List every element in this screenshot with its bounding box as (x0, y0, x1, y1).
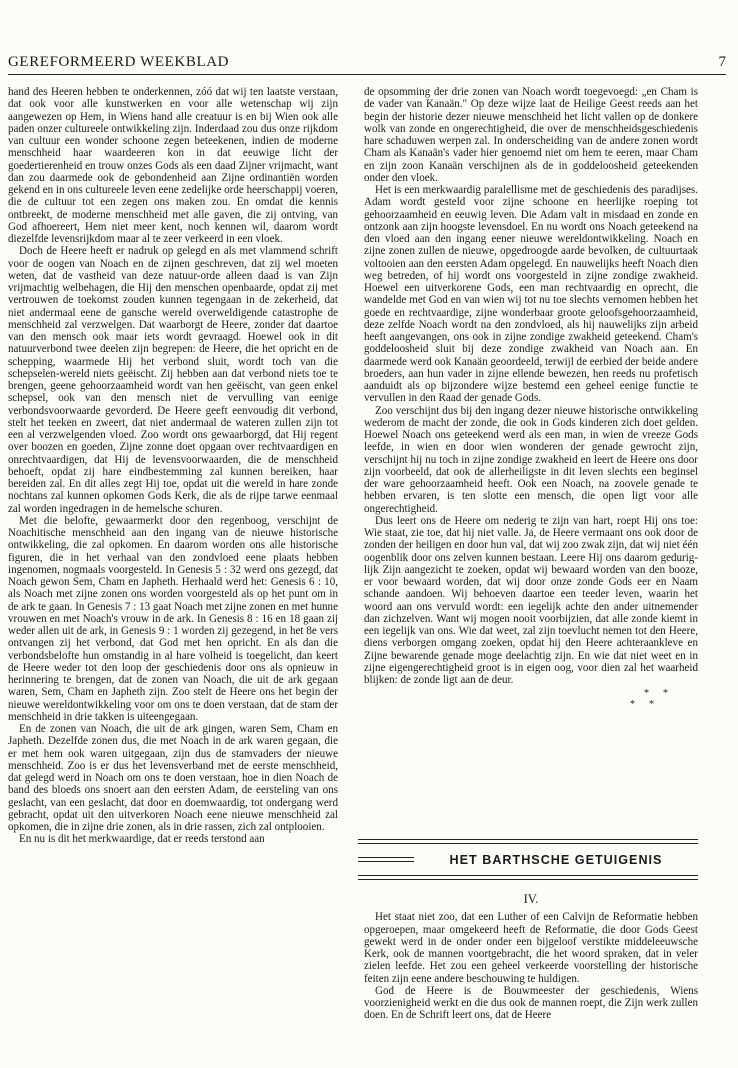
running-head (8, 52, 726, 75)
left-column (8, 86, 338, 1056)
section-heading-block (358, 839, 698, 883)
section-body (364, 893, 698, 1058)
paragraph: En de zonen van Noach, die uit de ark gingen, waren Sem, Cham en Japheth. Dezelfde zonen dus, die met Noach in de ark waren gegaan, die er met hem ook waren uitgegaan, zijn dus de stamvaders der nieuwe menschheid. Zoo is er dus het levensverband met de eerste menschheid, dat gelegd werd in Noach om ons te doen verstaan, hoe in dien Noach de band des bloeds ons snoert aan den eersten Adam, de eersteling van ons geslacht, van een geslacht, dat door en doemwaardig, tot ondergang werd gebracht, opdat uit den uitverkoren Noach eene nieuwe menschheid zal opkomen, die in zijne drie zonen, als in drie rassen, zich zal ontplooien. (8, 723, 338, 833)
heading-ornament-rule (358, 857, 414, 862)
paragraph: Dus leert ons de Heere om nederig te zijn van hart, roept Hij ons toe: Wie staat, zie toe, dat hij niet valle. Ja, de Heere vermaant ons ook door de zonden der heiligen en door hun val, dat wij zoo zwak zijn, dat wij niet één oogenblik door ons zelven kunnen bestaan. Leere Hij ons daarom gedurig-lijk Zijn aangezicht te zoeken, opdat wij bewaard worden van den booze, er voor bewaard worden, dat wij door onze zonde Gods eer en Naam schande aandoen. Wij behoeven daartoe een teeder leven, waarin het woord aan ons vervuld wordt: een iegelijk achte den ander uitnemender dan zichzelven. Want wij mogen nooit voorbijzien, dat alle zonde kiemt in een iegelijk van ons. Wie dat weet, zal zijn toevlucht nemen tot den Heere, diens verborgen omgang zoeken, opdat hij den Heere achteraankleve en Zijne bewarende genade moge deelachtig zijn. En wie dat niet weet en in zijne eigengerechtigheid groot is in eigen oog, voor dien zal het waarheid blijken: de zonde ligt aan de deur. (364, 514, 698, 686)
paragraph: hand des Heeren hebben te onderkennen, zóó dat wij ten laatste verstaan, dat ook voor alle kunstwerken en voor alle wetenschap wij zijn aangewezen op Hem, in Wiens hand alle creatuur is en bij Wien ook alle paden onzer cultureele ontwikkeling zijn. Inderdaad zou dus onze rijkdom van cultuur een wonder schoone zegen beteekenen, indien de moderne menschheid haar waardeeren kon in dat eeuwige licht der goedertierenheid en trouw onzes Gods als een daad Zijner vrijmacht, want dan zou daarmede ook de gebondenheid aan Zijne ordinantiën worden gekend en in ons cultureele leven eene zedelijke orde heerschappij voeren, die de cultuur tot een zegen ons maken zou. En omdat die kennis ontbreekt, de moderne menschheid met alle gaven, die zij ontving, van God afhoereert, Hem niet meer kent, noch kennen wil, daarom wordt diezelfde levensrijkdom maar al te zeer verkeerd in een vloek. (8, 86, 338, 245)
star-row (364, 699, 682, 710)
paragraph: de opsomming der drie zonen van Noach wordt toegevoegd: „en Cham is de vader van Kanaän." Op deze wijze laat de Heilige Geest reeds aan het begin der historie dezer nieuwe menschheid het licht vallen op de donkere wolk van zonde en ongerechtigheid, die over de menschheidsgeschiedenis hare schaduwen werpen zal. In onderscheiding van de andere zonen wordt Cham als Kanaän's vader hier genoemd niet om hem te eeren, maar Cham en zijn zoon Kanaän verschijnen als de in goddeloosheid geteekenden onder den vloek. (364, 86, 698, 184)
section-heading: HET BARTHSCHE GETUIGENIS (449, 853, 663, 867)
star: * (630, 699, 649, 711)
star: * (663, 688, 682, 700)
heading-rule-top-double (358, 843, 698, 844)
paragraph: God de Heere is de Bouwmeester der geschiedenis, Wiens voorzienigheid werkt en die dus ook de mannen roept, die Zijn werk zullen doen. En de Schrift leert ons, dat de Heere (364, 984, 698, 1022)
star: * (649, 699, 668, 711)
right-column (364, 86, 698, 816)
scan-top-margin (0, 0, 738, 40)
heading-rule-bottom (358, 875, 698, 876)
paragraph: Het is een merkwaardig paralellisme met de geschiedenis des paradijses. Adam wordt gesteld voor zijne schoone en heerlijke roeping tot gehoorzaamheid en eeuwig leven. Die Adam valt in misdaad en zonde en ontzonk aan zijn hoogste levensdoel. En nu wordt ons Noach geteekend na den vloed aan den ingang eener nieuwe wereldontwikkeling. Noach en zijne zonen zullen de nieuwe, opgedroogde aarde bevolken, de cultuurtaak voltooien aan den eersten Adam opgelegd. En nauwelijks heeft Noach dien weg betreden, of hij wordt ons voorgesteld in zijne zondige zwakheid. Hoewel een uitverkorene Gods, een man rechtvaardig en oprecht, die wandelde met God en van wien wij tot nu toe slechts vernomen hebben het goede en rechtvaardige, zijne wonderbaar groote geloofsgehoorzaamheid, deze zelfde Noach wordt na den zondvloed, als hij nauwelijks zijn arbeid heeft aangevangen, ons ook in zijne zondige zwakheid geteekend. Cham's goddeloosheid sluit bij deze zondige zwakheid van Noach aan. En daarmede werd ook Kanaän geoordeeld, terwijl de eerbied der beide andere broeders, aan hun vader in zijne ellende bewezen, hen reeds nu profetisch aanduidt als op bijzondere wijze bestemd een geheel eenige functie te vervullen in den Raad der genade Gods. (364, 184, 698, 405)
star: * (644, 688, 663, 700)
heading-rule-bottom-double (358, 879, 698, 880)
paragraph: Zoo verschijnt dus bij den ingang dezer nieuwe historische ontwikkeling wederom de macht der zonde, die ook in Gods kinderen zich doet gelden. Hoewel Noach ons geteekend werd als een man, in wien de vreeze Gods leefde, in wien en door wien wonderen der genade gewrocht zijn, verschijnt hij nu toch in zijne zondige zwakheid en leert de Heere ons door zijn voorbeeld, dat ook de allerheiligste in dit leven slechts een beginsel der ware gehoorzaamheid heeft. Ook een Noach, na zoovele genade te hebben ervaren, is ten slotte een mensch, die open ligt voor alle ongerechtigheid. (364, 404, 698, 515)
journal-title: GEREFORMEERD WEEKBLAD (8, 54, 230, 70)
paragraph: En nu is dit het merkwaardige, dat er reeds terstond aan (19, 833, 265, 846)
page-number: 7 (718, 54, 726, 70)
section-break-stars (364, 688, 698, 710)
paragraph: Doch de Heere heeft er nadruk op gelegd en als met vlammend schrift voor de oogen van Noach en de zijnen geschreven, dat zij wel moeten weten, dat de vastheid van deze natuur-orde alleen daad is van Zijn vrijmachtig welbehagen, die Hij den menschen openbaarde, opdat zij met vertrouwen de toekomst zouden kunnen tegengaan in de zekerheid, dat niet andermaal eene de gansche wereld overweldigende catastrophe de menschheid zal verzwelgen. Dat waarborgt de Heere, zonder dat daartoe van den mensch ook maar iets wordt gevraagd. Hoewel ook in dit natuurverbond twee deelen zijn begrepen: de Heere, die het opricht en de schepping, waarmede Hij het verbond sluit, wordt toch van die schepselen-wereld niets geëischt. Zij hebben aan dat verbond niets toe te brengen, geene gehoorzaamheid wordt van hen geëischt, van geen enkel schepsel, ook van den mensch niet de vervulling van eenige verbondsvoorwaarde gevorderd. De Heere geeft eenvoudig dit verbond, stelt het teeken en zweert, dat niet andermaal de wateren zullen zijn tot een al verzwelgenden vloed. Zoo wordt ons gewaarborgd, dat Hij regent over boozen en goeden, Zijne zonne doet opgaan over rechtvaardigen en onrechtvaardigen, dat Hij de levensvoorwaarden, die de menschheid behoeft, opdat zij hare eindbestemming zal kunnen bereiken, haar bereiden zal. En dit alles zegt Hij toe, opdat uit die wereld in hare zonde nochtans zal kunnen opkomen Gods Kerk, die als de rijpe tarwe eenmaal zal worden ingedragen in de hemelsche schuren. (8, 245, 338, 515)
heading-rule-top (358, 839, 698, 840)
paragraph: Het staat niet zoo, dat een Luther of een Calvijn de Reformatie hebben opgeroepen, maar omgekeerd heeft de Reformatie, die door Gods Geest gewekt werd in de onder onder een bijgeloof verstikte middeleeuwsche Kerk, ook de mannen voortgebracht, die het woord spraken, dat in veler zielen leefde. Het zou een geheel verkeerde voorstelling der historische feiten zijn eene andere beschouwing te huldigen. (364, 911, 698, 985)
paragraph: Met die belofte, gewaarmerkt door den regenboog, verschijnt de Noachitische menschheid aan den ingang van de nieuwe historische ontwikkeling, die zal opkomen. En daarom worden ons alle historische figuren, die in het verhaal van den zondvloed eene plaats hebben ingenomen, nogmaals voorgesteld. In Genesis 5 : 32 werd ons gezegd, dat Noach gewon Sem, Cham en Japheth. Herhaald werd het: Genesis 6 : 10, als Noach met zijne zonen ons worden voorgesteld als op het punt om in de ark te gaan. In Genesis 7 : 13 gaat Noach met zijne zonen en met hunne vrouwen en met Noach's vrouw in de ark. In Genesis 8 : 16 en 18 gaan zij weder allen uit de ark, in Genesis 9 : 1 worden zij gezegend, in het 8e vers ontvangen zij het verbond, dat God met hen opricht. En als dan die verbondsbelofte hun omstandig in al hare volheid is toegelicht, dan keert de Heere weder tot den loop der geschiedenis door ons als opnieuw in herinnering te brengen, dat de zonen van Noach, die uit de ark gegaan waren, Sem, Cham en Japheth zijn. Zoo stelt de Heere ons het begin der nieuwe wereldontwikkeling voor om ons te doen verstaan, dat de stam der menschheid in drie takken is uiteengegaan. (8, 514, 338, 723)
part-number: IV. (523, 893, 539, 906)
